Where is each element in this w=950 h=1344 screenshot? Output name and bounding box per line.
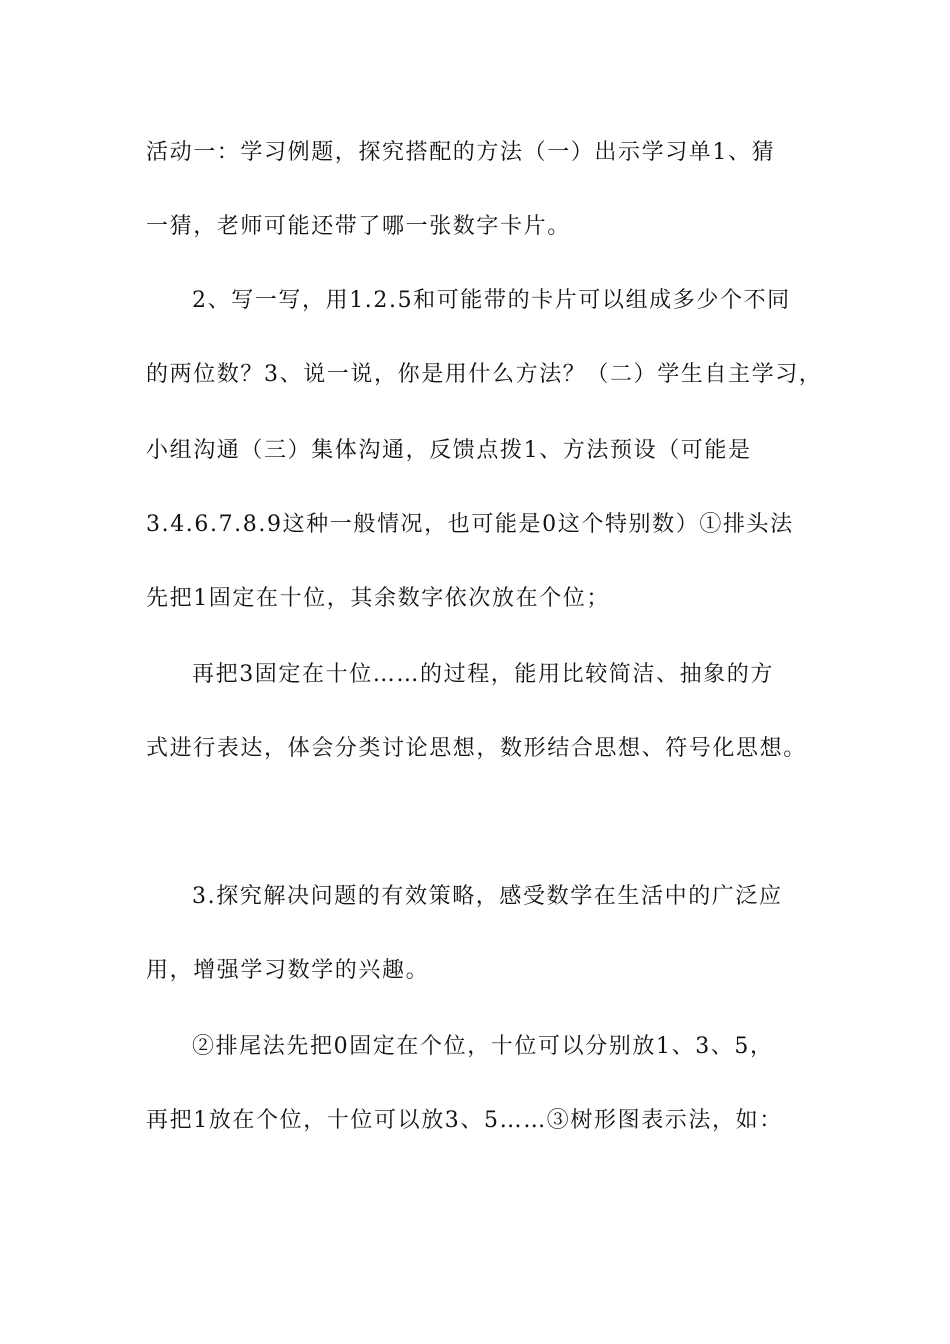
paragraph-line: 3.4.6.7.8.9这种一般情况，也可能是0这个特别数）①排头法 — [146, 512, 794, 537]
paragraph-line: 3.探究解决问题的有效策略，感受数学在生活中的广泛应 — [192, 884, 783, 909]
paragraph-line: 用，增强学习数学的兴趣。 — [146, 958, 430, 983]
paragraph-line: 再把1放在个位，十位可以放3、5……③树形图表示法，如： — [146, 1108, 783, 1133]
paragraph-line: 的两位数？3、说一说，你是用什么方法？（二）学生自主学习， — [146, 362, 823, 387]
paragraph-line: 式进行表达，体会分类讨论思想，数形结合思想、符号化思想。 — [146, 736, 807, 761]
paragraph-line: 2、写一写，用1.2.5和可能带的卡片可以组成多少个不同 — [192, 288, 791, 313]
paragraph-line: 小组沟通（三）集体沟通，反馈点拨1、方法预设（可能是 — [146, 438, 752, 463]
paragraph-line: 先把1固定在十位，其余数字依次放在个位； — [146, 586, 610, 611]
paragraph-line: 一猜，老师可能还带了哪一张数字卡片。 — [146, 214, 571, 239]
paragraph-line: ②排尾法先把0固定在个位，十位可以分别放1、3、5， — [192, 1034, 774, 1059]
paragraph-line: 活动一：学习例题，探究搭配的方法（一）出示学习单1、猜 — [146, 140, 776, 165]
paragraph-line: 再把3固定在十位……的过程，能用比较简洁、抽象的方 — [192, 662, 774, 687]
